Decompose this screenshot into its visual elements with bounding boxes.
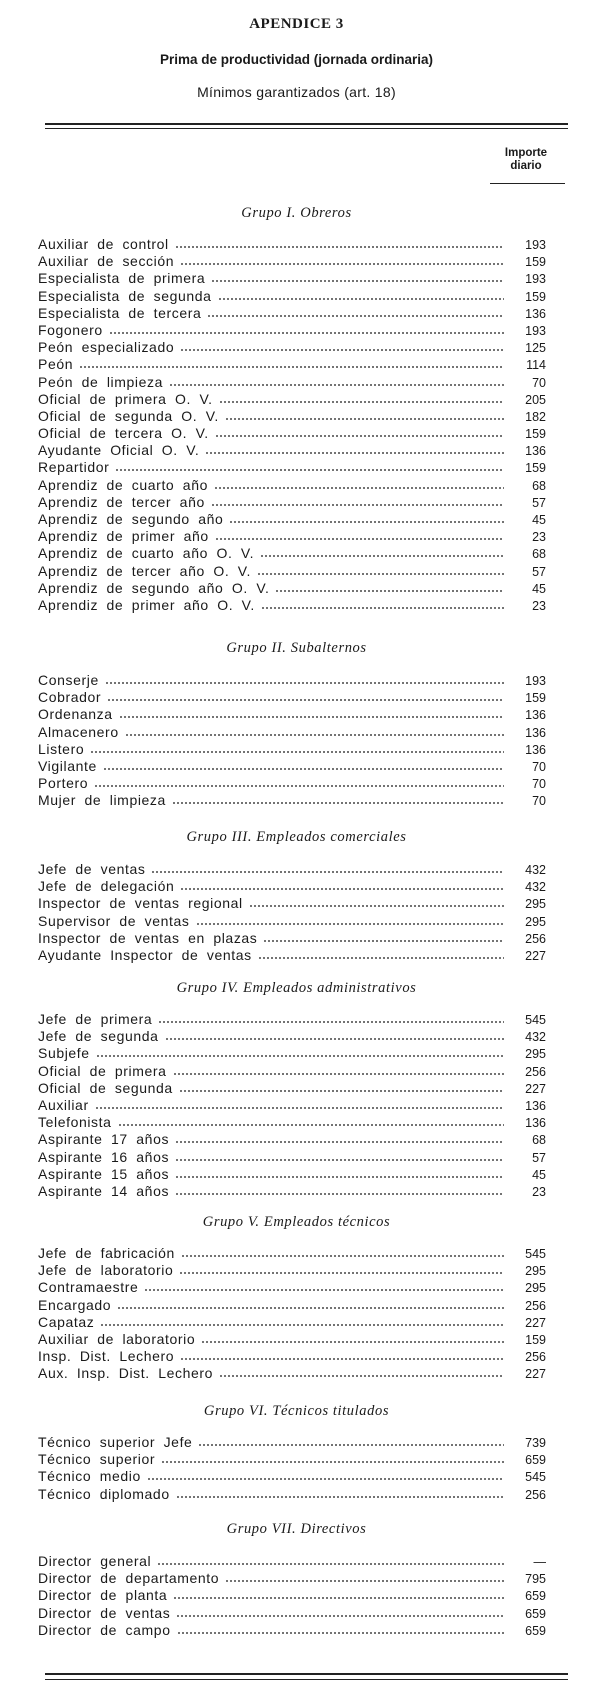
dot-leader	[158, 1014, 504, 1024]
row-amount: 295	[525, 1281, 546, 1296]
row-amount: 432	[525, 1030, 546, 1045]
table-row	[38, 339, 546, 356]
row-label: Insp. Dist. Lechero	[38, 1348, 175, 1365]
dot-leader	[198, 1437, 504, 1447]
row-label: Vigilante	[38, 757, 97, 774]
table-row	[38, 1365, 546, 1382]
table-row	[38, 1097, 546, 1114]
dot-leader	[172, 795, 504, 805]
dot-leader	[275, 583, 504, 593]
row-amount: 739	[525, 1436, 546, 1450]
table-row	[38, 374, 546, 391]
row-label: Aspirante 14 años	[38, 1182, 170, 1199]
dot-leader	[119, 709, 504, 719]
row-amount: 227	[525, 948, 546, 963]
dot-leader	[176, 1489, 504, 1499]
dot-leader	[177, 1625, 504, 1635]
row-label: Oficial de primera O. V.	[38, 390, 213, 407]
dot-leader	[109, 325, 504, 335]
dot-leader	[175, 1134, 504, 1144]
row-amount: 659	[525, 1623, 546, 1638]
row-label: Auxiliar de control	[38, 236, 169, 252]
dot-leader	[219, 394, 504, 404]
row-label: Aprendiz de cuarto año O. V.	[38, 545, 255, 562]
row-label: Técnico medio	[38, 1468, 141, 1485]
row-amount: 256	[525, 1298, 546, 1313]
dot-leader	[180, 881, 504, 891]
row-label: Peón especializado	[38, 339, 175, 356]
bottom-double-rule-lower	[45, 1679, 568, 1680]
row-label: Mujer de limpieza	[38, 792, 166, 809]
row-amount: 68	[532, 1133, 546, 1148]
dot-leader	[179, 1083, 504, 1093]
row-label: Oficial de primera	[38, 1062, 167, 1079]
row-amount: 68	[532, 547, 546, 562]
table-row	[38, 545, 546, 562]
row-amount: 193	[525, 323, 546, 338]
group-rows	[38, 236, 546, 614]
table-row	[38, 758, 546, 775]
dot-leader	[261, 600, 504, 610]
group-title: Grupo I. Obreros	[241, 205, 352, 221]
row-label: Técnico superior Jefe	[38, 1434, 193, 1450]
row-amount: 136	[525, 725, 546, 740]
group-rows	[38, 672, 546, 810]
row-amount: 45	[532, 513, 546, 527]
table-row	[38, 1605, 546, 1622]
dot-leader	[180, 256, 504, 266]
table-row	[38, 1011, 546, 1028]
row-amount: 159	[525, 691, 546, 706]
row-amount: 295	[525, 914, 546, 929]
row-amount: 256	[525, 1064, 546, 1079]
dot-leader	[218, 291, 504, 301]
group-rows	[38, 861, 546, 964]
table-row	[38, 1080, 546, 1097]
dot-leader	[118, 1117, 504, 1127]
table-row	[38, 741, 546, 758]
dot-leader	[214, 480, 504, 490]
table-row	[38, 425, 546, 442]
dot-leader	[151, 864, 504, 874]
dot-leader	[100, 1317, 504, 1327]
dot-leader	[205, 445, 504, 455]
dot-leader	[96, 1048, 504, 1058]
table-row	[38, 253, 546, 270]
dot-leader	[180, 1351, 504, 1361]
dot-leader	[90, 744, 504, 754]
table-row	[38, 775, 546, 792]
dot-leader	[260, 548, 504, 558]
row-amount: 23	[532, 530, 546, 545]
dot-leader	[117, 1300, 504, 1310]
table-row	[38, 672, 546, 689]
dot-leader	[175, 239, 504, 249]
row-label: Conserje	[38, 672, 99, 688]
table-row	[38, 356, 546, 373]
table-row	[38, 1063, 546, 1080]
group-title: Grupo III. Empleados comerciales	[186, 829, 407, 845]
dot-leader	[115, 462, 504, 472]
row-amount: 256	[525, 931, 546, 946]
table-row	[38, 1183, 546, 1200]
dot-leader	[181, 1248, 504, 1258]
row-label: Listero	[38, 740, 85, 757]
row-label: Contramaestre	[38, 1279, 139, 1296]
row-label: Ayudante Inspector de ventas	[38, 946, 252, 963]
dot-leader	[225, 1573, 504, 1583]
row-amount: 45	[532, 1167, 546, 1182]
row-label: Auxiliar de laboratorio	[38, 1330, 196, 1347]
row-amount: 57	[532, 495, 546, 510]
table-row	[38, 861, 546, 878]
row-amount: 70	[532, 794, 546, 809]
table-row	[38, 1262, 546, 1279]
row-amount: 68	[532, 478, 546, 493]
dot-leader	[225, 411, 504, 421]
row-label: Técnico diplomado	[38, 1485, 170, 1502]
page-note: Mínimos garantizados (art. 18)	[197, 84, 396, 100]
dot-leader	[157, 1556, 504, 1566]
row-amount: 227	[525, 1315, 546, 1330]
row-amount: 136	[525, 306, 546, 321]
row-label: Aux. Insp. Dist. Lechero	[38, 1365, 214, 1382]
row-label: Almacenero	[38, 723, 119, 740]
row-amount: 193	[525, 674, 546, 688]
table-row	[38, 895, 546, 912]
amount-column-header-line2: diario	[510, 160, 542, 172]
row-amount: 136	[525, 1098, 546, 1113]
row-label: Fogonero	[38, 321, 103, 338]
dot-leader	[257, 566, 504, 576]
table-row	[38, 1166, 546, 1183]
table-row	[38, 288, 546, 305]
table-row	[38, 459, 546, 476]
table-row	[38, 1331, 546, 1348]
dot-leader	[201, 1334, 504, 1344]
row-amount: 545	[525, 1247, 546, 1261]
table-row	[38, 1245, 546, 1262]
bottom-double-rule-upper	[45, 1673, 568, 1675]
row-label: Especialista de tercera	[38, 304, 202, 321]
row-label: Director de ventas	[38, 1604, 171, 1621]
table-row	[38, 494, 546, 511]
row-label: Inspector de ventas regional	[38, 895, 243, 912]
table-row	[38, 408, 546, 425]
row-amount: 23	[532, 598, 546, 613]
row-label: Repartidor	[38, 459, 110, 476]
row-amount: 136	[525, 708, 546, 723]
top-double-rule-upper	[45, 123, 568, 125]
row-label: Oficial de segunda O. V.	[38, 407, 219, 424]
dot-leader	[173, 1066, 504, 1076]
table-row	[38, 391, 546, 408]
table-row	[38, 270, 546, 287]
row-amount: 205	[525, 392, 546, 407]
row-label: Oficial de segunda	[38, 1079, 173, 1096]
row-amount: 57	[532, 564, 546, 579]
row-label: Ayudante Oficial O. V.	[38, 442, 200, 459]
row-amount: 45	[532, 581, 546, 596]
table-row	[38, 563, 546, 580]
table-row	[38, 792, 546, 809]
row-amount: 432	[525, 880, 546, 895]
row-amount: 659	[525, 1453, 546, 1468]
row-label: Técnico superior	[38, 1451, 156, 1468]
row-label: Ordenanza	[38, 706, 113, 723]
page-subtitle: Prima de productividad (jornada ordinaria)	[159, 52, 434, 67]
row-amount: 256	[525, 1487, 546, 1502]
table-row	[38, 1279, 546, 1296]
amount-column-header-line1: Importe	[504, 147, 548, 159]
dot-leader	[95, 1100, 504, 1110]
group-title: Grupo VII. Directivos	[226, 1521, 367, 1537]
dot-leader	[196, 916, 504, 926]
dot-leader	[161, 1454, 504, 1464]
group-title: Grupo II. Subalternos	[226, 640, 367, 656]
group-rows	[38, 1434, 546, 1503]
group-title: Grupo VI. Técnicos titulados	[203, 1403, 390, 1419]
group-rows	[38, 1553, 546, 1639]
row-label: Director general	[38, 1553, 152, 1569]
row-amount: 227	[525, 1081, 546, 1096]
row-label: Jefe de segunda	[38, 1028, 159, 1045]
dot-leader	[94, 778, 504, 788]
row-label: Peón	[38, 356, 74, 373]
dot-leader	[175, 1152, 504, 1162]
row-label: Auxiliar de sección	[38, 253, 175, 270]
row-label: Jefe de primera	[38, 1011, 153, 1027]
table-row	[38, 1434, 546, 1451]
row-label: Director de campo	[38, 1621, 171, 1638]
table-row	[38, 930, 546, 947]
dot-leader	[229, 514, 504, 524]
dot-leader	[211, 497, 504, 507]
row-amount: 136	[525, 1116, 546, 1131]
table-row	[38, 528, 546, 545]
table-row	[38, 1314, 546, 1331]
row-label: Oficial de tercera O. V.	[38, 425, 209, 442]
table-row	[38, 1045, 546, 1062]
row-amount: 125	[525, 341, 546, 356]
table-row	[38, 1297, 546, 1314]
row-label: Aprendiz de segundo año	[38, 511, 224, 527]
row-amount: 795	[525, 1572, 546, 1587]
dot-leader	[175, 1186, 504, 1196]
row-label: Auxiliar	[38, 1096, 89, 1113]
table-row	[38, 305, 546, 322]
row-label: Cobrador	[38, 689, 102, 706]
row-label: Inspector de ventas en plazas	[38, 929, 258, 946]
row-amount: 57	[532, 1150, 546, 1165]
dot-leader	[165, 1031, 504, 1041]
row-label: Director de planta	[38, 1587, 168, 1604]
row-label: Especialista de primera	[38, 270, 206, 287]
row-amount: 114	[526, 358, 546, 373]
row-label: Director de departamento	[38, 1570, 220, 1587]
row-amount: 136	[525, 444, 546, 459]
row-amount: 136	[525, 742, 546, 757]
row-amount: 193	[525, 238, 546, 252]
row-amount: 295	[525, 1264, 546, 1279]
dot-leader	[258, 950, 504, 960]
table-row	[38, 706, 546, 723]
table-row	[38, 1553, 546, 1570]
row-amount: 159	[525, 461, 546, 476]
table-row	[38, 947, 546, 964]
table-row	[38, 580, 546, 597]
row-amount: 193	[525, 272, 546, 287]
dot-leader	[175, 1169, 504, 1179]
row-label: Aprendiz de segundo año O. V.	[38, 579, 270, 596]
row-label: Supervisor de ventas	[38, 912, 190, 929]
dot-leader	[176, 1608, 504, 1618]
dot-leader	[180, 342, 504, 352]
row-label: Jefe de delegación	[38, 878, 175, 895]
dot-leader	[79, 359, 504, 369]
table-row	[38, 689, 546, 706]
row-label: Aspirante 16 años	[38, 1148, 170, 1165]
table-row	[38, 878, 546, 895]
row-amount: 659	[525, 1606, 546, 1621]
table-row	[38, 913, 546, 930]
table-row	[38, 1587, 546, 1604]
dot-leader	[125, 727, 504, 737]
row-label: Jefe de fabricación	[38, 1245, 175, 1261]
row-label: Portero	[38, 775, 89, 792]
row-amount: 545	[525, 1470, 546, 1485]
table-row	[38, 1486, 546, 1503]
group-title: Grupo IV. Empleados administrativos	[176, 980, 417, 996]
row-amount: 295	[525, 1047, 546, 1062]
row-amount: 545	[525, 1013, 546, 1027]
table-row	[38, 597, 546, 614]
row-amount: 70	[532, 375, 546, 390]
row-label: Aprendiz de cuarto año	[38, 476, 208, 493]
row-amount: 295	[525, 897, 546, 912]
row-amount: 256	[525, 1350, 546, 1365]
group-rows	[38, 1011, 546, 1200]
table-row	[38, 236, 546, 253]
dot-leader	[215, 428, 504, 438]
row-amount: 159	[525, 289, 546, 304]
row-label: Encargado	[38, 1296, 112, 1313]
table-row	[38, 1114, 546, 1131]
row-amount: 159	[525, 255, 546, 270]
row-label: Jefe de ventas	[38, 861, 146, 877]
row-label: Aprendiz de primer año O. V.	[38, 596, 255, 613]
row-label: Especialista de segunda	[38, 287, 212, 304]
dot-leader	[169, 377, 504, 387]
group-rows	[38, 1245, 546, 1383]
group-title: Grupo V. Empleados técnicos	[202, 1214, 391, 1230]
table-row	[38, 1028, 546, 1045]
row-label: Subjefe	[38, 1045, 90, 1062]
row-amount: 159	[525, 1332, 546, 1347]
table-row	[38, 322, 546, 339]
dot-leader	[144, 1282, 504, 1292]
dot-leader	[103, 761, 504, 771]
row-amount: 159	[525, 427, 546, 442]
row-label: Aspirante 17 años	[38, 1131, 170, 1148]
row-label: Jefe de laboratorio	[38, 1262, 174, 1279]
table-row	[38, 1570, 546, 1587]
dot-leader	[215, 531, 504, 541]
amount-column-header	[490, 147, 562, 173]
row-label: Peón de limpieza	[38, 373, 163, 390]
row-amount: 227	[525, 1367, 546, 1382]
dot-leader	[263, 933, 504, 943]
dot-leader	[249, 898, 504, 908]
amount-column-header-rule	[490, 183, 565, 184]
row-amount: —	[533, 1555, 546, 1569]
table-row	[38, 1468, 546, 1485]
table-row	[38, 442, 546, 459]
table-row	[38, 477, 546, 494]
row-label: Aprendiz de tercer año	[38, 493, 205, 510]
row-amount: 182	[525, 409, 546, 424]
table-row	[38, 511, 546, 528]
table-row	[38, 1622, 546, 1639]
top-double-rule-lower	[45, 128, 568, 129]
row-amount: 23	[532, 1184, 546, 1199]
row-label: Aprendiz de primer año	[38, 528, 209, 545]
row-amount: 70	[532, 759, 546, 774]
dot-leader	[207, 308, 504, 318]
table-row	[38, 1131, 546, 1148]
dot-leader	[107, 692, 504, 702]
row-amount: 70	[532, 777, 546, 792]
row-label: Aspirante 15 años	[38, 1165, 170, 1182]
table-row	[38, 1149, 546, 1166]
page-title: APENDICE 3	[249, 16, 344, 32]
row-label: Capataz	[38, 1313, 95, 1330]
row-label: Aprendiz de tercer año O. V.	[38, 562, 251, 579]
dot-leader	[211, 273, 504, 283]
row-label: Telefonista	[38, 1114, 112, 1131]
dot-leader	[179, 1265, 504, 1275]
dot-leader	[105, 675, 504, 685]
dot-leader	[147, 1471, 504, 1481]
dot-leader	[173, 1590, 504, 1600]
table-row	[38, 1348, 546, 1365]
row-amount: 432	[525, 863, 546, 877]
row-amount: 659	[525, 1589, 546, 1604]
table-row	[38, 724, 546, 741]
table-row	[38, 1451, 546, 1468]
dot-leader	[219, 1368, 504, 1378]
